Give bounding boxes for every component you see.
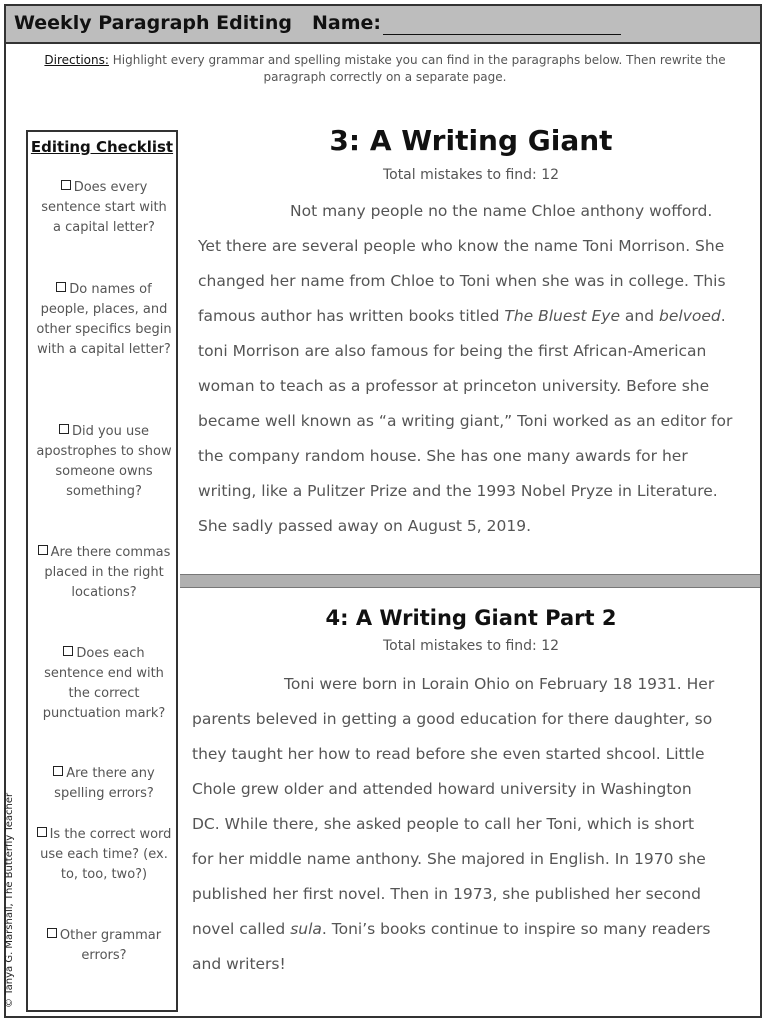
section4-title: 4: A Writing Giant Part 2 bbox=[325, 606, 617, 630]
checkbox-icon bbox=[56, 282, 66, 292]
section3-title: 3: A Writing Giant bbox=[329, 124, 613, 157]
copyright-credit: © Tanya G. Marshall, The Butterfly Teacher bbox=[4, 792, 15, 1008]
header-bar bbox=[6, 6, 760, 44]
directions-label: Directions: bbox=[44, 53, 109, 67]
section-divider bbox=[180, 574, 760, 588]
checklist-item: Do names of people, places, and other specifics begin with a capital letter? bbox=[36, 282, 172, 357]
checkbox-icon bbox=[63, 646, 73, 656]
name-label: Name: bbox=[312, 12, 382, 34]
checklist-item: Is the correct word use each time? (ex. to, too, two?) bbox=[36, 825, 172, 885]
worksheet-page bbox=[4, 4, 762, 1018]
checklist-title: Editing Checklist bbox=[30, 138, 174, 156]
worksheet-title: Weekly Paragraph Editing bbox=[14, 12, 292, 34]
directions-text: Highlight every grammar and spelling mistake you can find in the paragraphs below. Then rewrite the paragraph correctly on a separate page. bbox=[108, 53, 726, 84]
name-line bbox=[383, 34, 621, 35]
section3-subtitle: Total mistakes to find: 12 bbox=[382, 167, 560, 183]
checklist-item: Other grammar errors? bbox=[36, 926, 172, 966]
checkbox-icon bbox=[38, 545, 48, 555]
checkbox-icon bbox=[61, 180, 71, 190]
checklist-item: Are there commas placed in the right locations? bbox=[36, 543, 172, 603]
checklist-item: Are there any spelling errors? bbox=[54, 766, 155, 801]
editing-checklist bbox=[26, 130, 178, 1012]
checklist-item: Did you use apostrophes to show someone owns something? bbox=[36, 424, 172, 499]
directions bbox=[20, 52, 750, 86]
section4-subtitle: Total mistakes to find: 12 bbox=[382, 638, 560, 654]
checklist-item: Does each sentence end with the correct punctuation mark? bbox=[42, 646, 166, 721]
checkbox-icon bbox=[59, 424, 69, 434]
checkbox-icon bbox=[53, 766, 63, 776]
section3-paragraph: Not many people no the name Chloe anthony wofford. Yet there are several people who know the name Toni Morrison. She changed her name from Chloe to Toni when she was in college. This famous author has written books titled The Bluest Eye and belvoed. toni Morrison are also famous for being the first African-American woman to teach as a professor at princeton university. Before she became well known as “a writing giant,” Toni worked as an editor for the company random house. She has one many awards for her writing, like a Pulitzer Prize and the 1993 Nobel Pryze in Literature. She sadly passed away on August 5, 2019. bbox=[198, 202, 733, 535]
checklist-item: Does every sentence start with a capital letter? bbox=[41, 180, 167, 235]
checkbox-icon bbox=[37, 827, 47, 837]
section4-paragraph: Toni were born in Lorain Ohio on February 18 1931. Her parents beleved in getting a good education for there daughter, so they taught her how to read before she even started shcool. Little Chole grew older and attended howard university in Washington DC. While there, she asked people to call her Toni, which is short for her middle name anthony. She majored in English. In 1970 she published her first novel. Then in 1973, she published her second novel called sula. Toni’s books continue to inspire so many readers and writers! bbox=[192, 675, 715, 973]
checkbox-icon bbox=[47, 928, 57, 938]
